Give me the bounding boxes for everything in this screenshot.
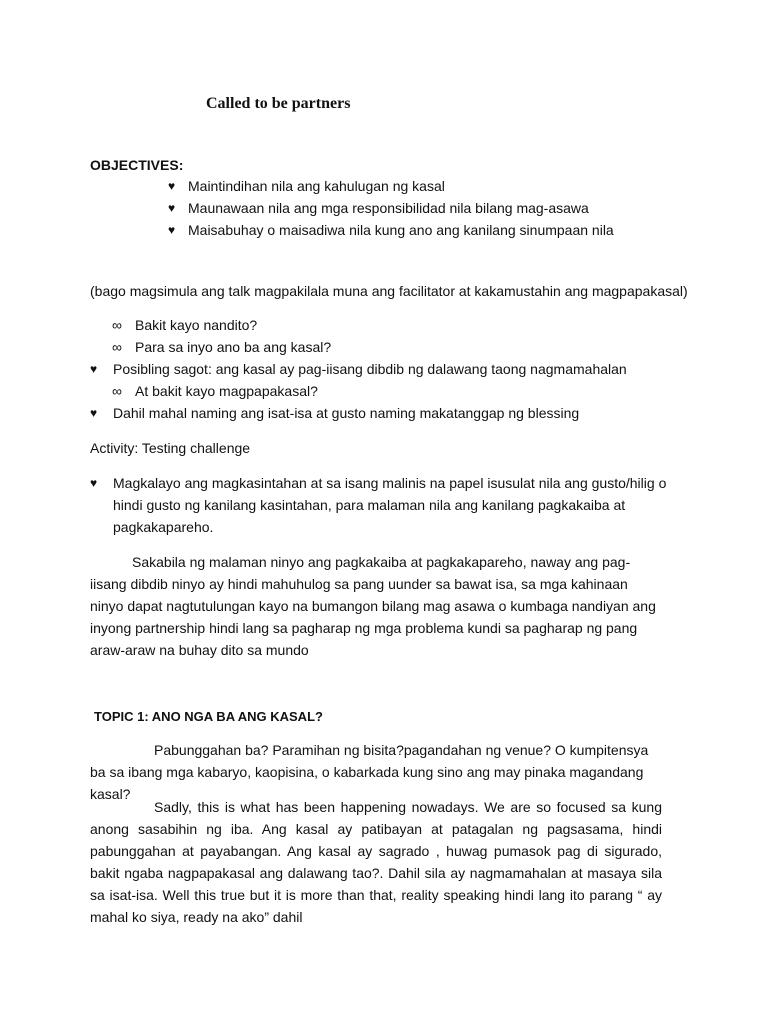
heart-bullet-icon: ♥ (90, 362, 98, 376)
objective-item: Maisabuhay o maisadiwa nila kung ano ang kanilang sinumpaan nila (188, 222, 614, 238)
heart-bullet-icon: ♥ (168, 179, 176, 193)
objectives-heading: OBJECTIVES: (90, 157, 184, 173)
activity-heading: Activity: Testing challenge (90, 440, 251, 456)
intro-note: (bago magsimula ang talk magpakilala muna ang facilitator at kakamustahin ang magpapakasal) (90, 283, 688, 299)
paragraph-partnership: Sakabila ng malaman ninyo ang pagkakaiba at pagkakapareho, naway ang pag-iisang dibdib ninyo ay hindi mahuhulog sa pang uunder sa bawat isa, sa mga kahinaan ninyo dapat nagtutulungan kayo na bumangon bilang mag asawa o kumbaga nandiyan ang inyong partnership hindi lang sa pagharap ng mga problema kundi sa pagharap ng pang araw-araw na buhay dito sa mundo (90, 554, 656, 658)
objective-item: Maunawaan nila ang mga responsibilidad nila bilang mag-asawa (188, 200, 589, 216)
qa-item: Para sa inyo ano ba ang kasal? (135, 339, 332, 355)
objective-item: Maintindihan nila ang kahulugan ng kasal (188, 178, 445, 194)
qa-item: Bakit kayo nandito? (135, 317, 258, 333)
loop-bullet-icon: ∞ (112, 383, 122, 399)
topic1-heading: TOPIC 1: ANO NGA BA ANG KASAL? (94, 709, 323, 724)
paragraph-sadly: Sadly, this is what has been happening nowadays. We are so focused sa kung anong sasabihin ng iba. Ang kasal ay patibayan at patagalan ng pagsasama, hindi pabunggahan at payabangan. Ang kasal ay sagrado , huwag pumasok pag di sigurado, bakit ngaba nagpapakasal ang dalawang tao?. Dahil sila ay nagmamahalan at masaya sila sa isat-isa. Well this true but it is more than that, reality speaking hindi lang ito parang “ ay mahal ko siya, ready na ako” dahil (90, 799, 662, 925)
document-title: Called to be partners (206, 95, 351, 112)
qa-item: At bakit kayo magpapakasal? (135, 383, 318, 399)
topic1-paragraph: Pabunggahan ba? Paramihan ng bisita?pagandahan ng venue? O kumpitensya ba sa ibang mga kabaryo, kaopisina, o kabarkada kung sino ang may pinaka magandang kasal? (90, 742, 649, 802)
heart-bullet-icon: ♥ (90, 406, 98, 420)
heart-bullet-icon: ♥ (168, 223, 176, 237)
loop-bullet-icon: ∞ (112, 339, 122, 355)
activity-item-line: Magkalayo ang magkasintahan at sa isang malinis na papel isusulat nila ang gusto/hilig o (113, 475, 667, 491)
qa-item: Posibling sagot: ang kasal ay pag-iisang dibdib ng dalawang taong nagmamahalan (113, 361, 627, 377)
loop-bullet-icon: ∞ (112, 317, 122, 333)
heart-bullet-icon: ♥ (90, 476, 98, 490)
activity-item-line: pagkakapareho. (113, 519, 214, 535)
qa-item: Dahil mahal naming ang isat-isa at gusto naming makatanggap ng blessing (113, 405, 580, 421)
activity-item-line: hindi gusto ng kanilang kasintahan, para malaman nila ang kanilang pagkakaiba at (113, 497, 626, 513)
heart-bullet-icon: ♥ (168, 201, 176, 215)
